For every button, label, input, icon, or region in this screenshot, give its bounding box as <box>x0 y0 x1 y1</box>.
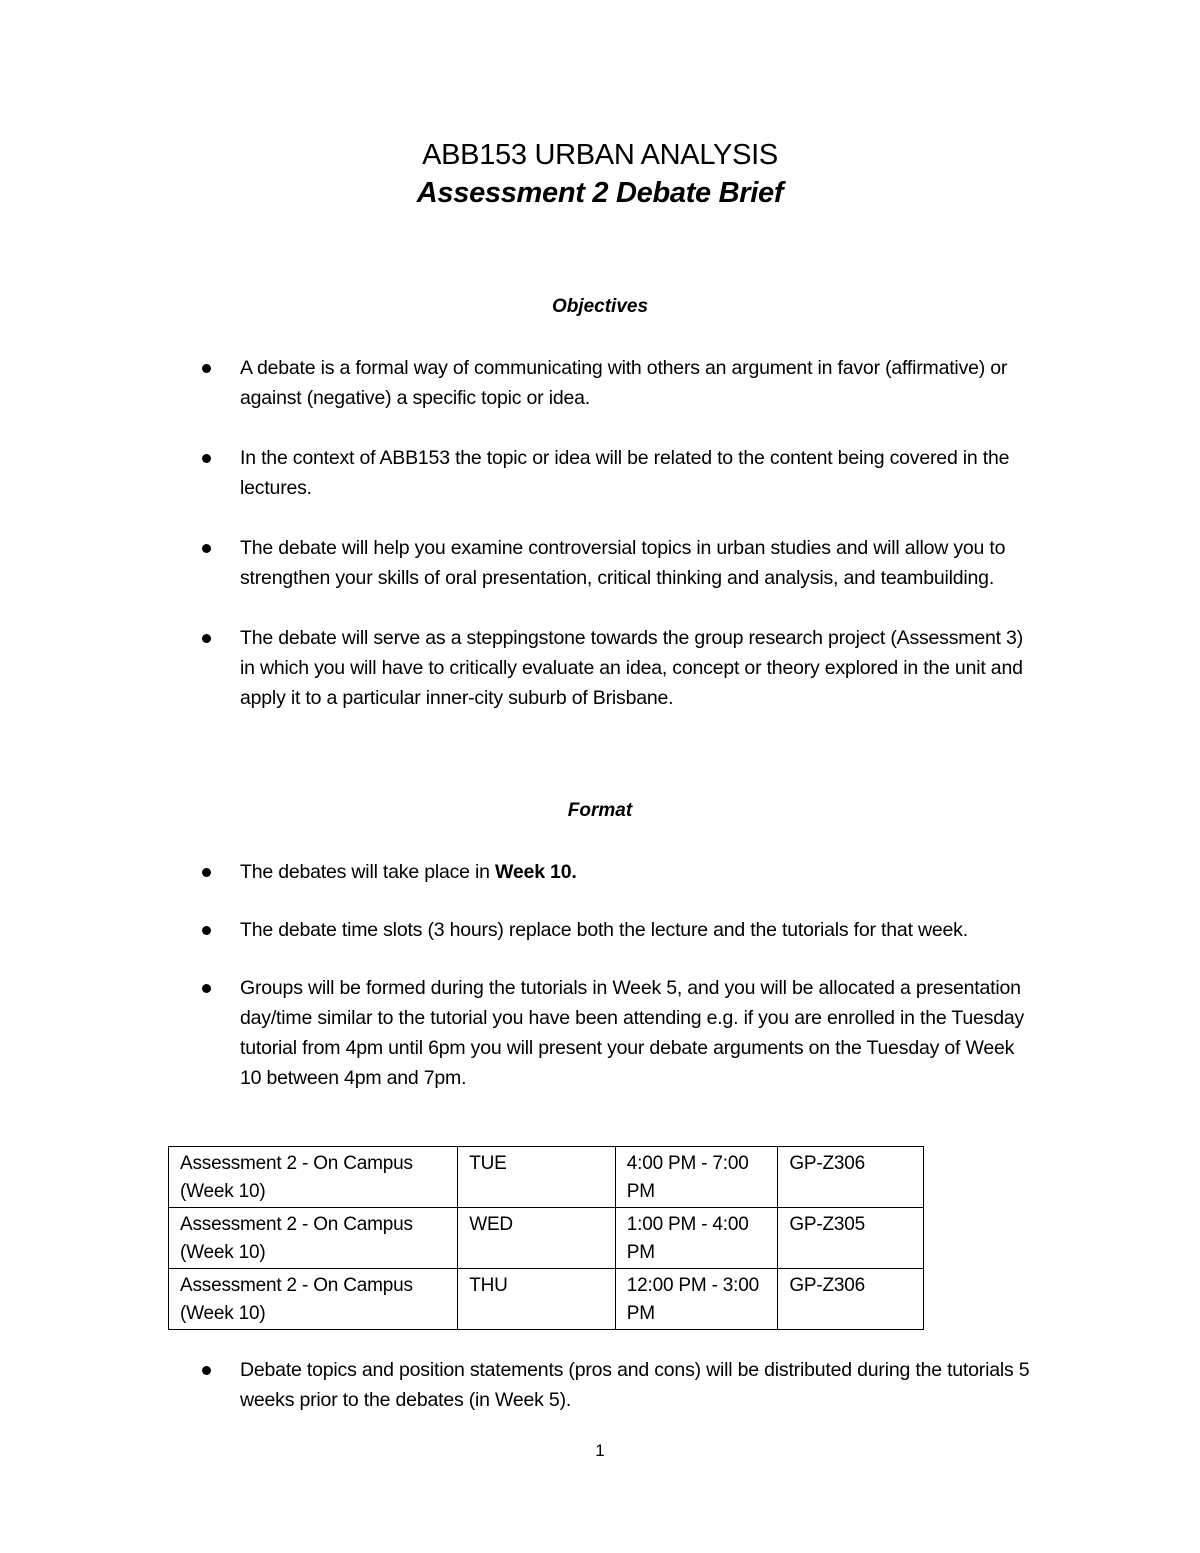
bullet-icon <box>202 634 211 643</box>
final-list <box>0 1355 1200 1415</box>
objectives-heading: Objectives <box>551 296 649 317</box>
bullet-text: Groups will be formed during the tutorials in Week 5, and you will be allocated a presentation day/time similar to the tutorial you have been attending e.g. if you are enrolled in the Tuesday tutorial from 4pm until 6pm you will present your debate arguments on the Tuesday of Week 10 between 4pm and 7pm. <box>240 977 1025 1089</box>
day-cell: TUE <box>458 1147 616 1208</box>
bullet-text: Debate topics and position statements (pros and cons) will be distributed during the tutorials 5 weeks prior to the debates (in Week 5). <box>240 1359 1030 1411</box>
bullet-text: The debate will help you examine controversial topics in urban studies and will allow you to strengthen your skills of oral presentation, critical thinking and analysis, and teambuilding. <box>240 537 1006 589</box>
list-item <box>0 973 1030 1093</box>
brief-title: Assessment 2 Debate Brief <box>416 177 784 209</box>
session-cell: Assessment 2 - On Campus (Week 10) <box>169 1269 458 1330</box>
bullet-text: In the context of ABB153 the topic or idea will be related to the content being covered in the lectures. <box>240 447 1010 499</box>
bullet-icon <box>202 454 211 463</box>
format-list <box>0 857 1200 1093</box>
time-cell: 12:00 PM - 3:00 PM <box>615 1269 778 1330</box>
table-row <box>169 1269 924 1330</box>
bullet-icon <box>202 984 211 993</box>
list-item <box>0 915 1030 945</box>
day-cell: WED <box>458 1208 616 1269</box>
bullet-text: The debate will serve as a steppingstone towards the group research project (Assessment 3) in which you will have to critically evaluate an idea, concept or theory explored in the unit and apply it to a particular inner-city suburb of Brisbane. <box>240 627 1023 709</box>
list-item <box>0 533 1030 593</box>
room-cell: GP-Z306 <box>778 1269 924 1330</box>
room-cell: GP-Z306 <box>778 1147 924 1208</box>
bullet-icon <box>202 1366 211 1375</box>
list-item <box>0 1355 1030 1415</box>
bullet-icon <box>202 544 211 553</box>
time-cell: 1:00 PM - 4:00 PM <box>615 1208 778 1269</box>
format-heading: Format <box>567 800 633 821</box>
list-item <box>0 623 1030 713</box>
bullet-icon <box>202 364 211 373</box>
week-emphasis: Week 10. <box>495 861 577 883</box>
session-cell: Assessment 2 - On Campus (Week 10) <box>169 1147 458 1208</box>
table-row <box>169 1208 924 1269</box>
title-block <box>0 136 1200 212</box>
day-cell: THU <box>458 1269 616 1330</box>
session-cell: Assessment 2 - On Campus (Week 10) <box>169 1208 458 1269</box>
table-row <box>169 1147 924 1208</box>
bullet-text: The debates will take place in <box>240 861 496 883</box>
objectives-list <box>0 353 1200 713</box>
bullet-icon <box>202 868 211 877</box>
bullet-text: The debate time slots (3 hours) replace both the lecture and the tutorials for that week. <box>240 919 968 941</box>
list-item <box>0 353 1030 413</box>
room-cell: GP-Z305 <box>778 1208 924 1269</box>
list-item <box>0 857 1030 887</box>
list-item <box>0 443 1030 503</box>
time-cell: 4:00 PM - 7:00 PM <box>615 1147 778 1208</box>
page-number: 1 <box>595 1441 605 1460</box>
course-title: ABB153 URBAN ANALYSIS <box>422 139 778 171</box>
bullet-icon <box>202 926 211 935</box>
bullet-text: A debate is a formal way of communicating with others an argument in favor (affirmative) or against (negative) a specific topic or idea. <box>240 357 1008 409</box>
schedule-table <box>168 1146 924 1330</box>
